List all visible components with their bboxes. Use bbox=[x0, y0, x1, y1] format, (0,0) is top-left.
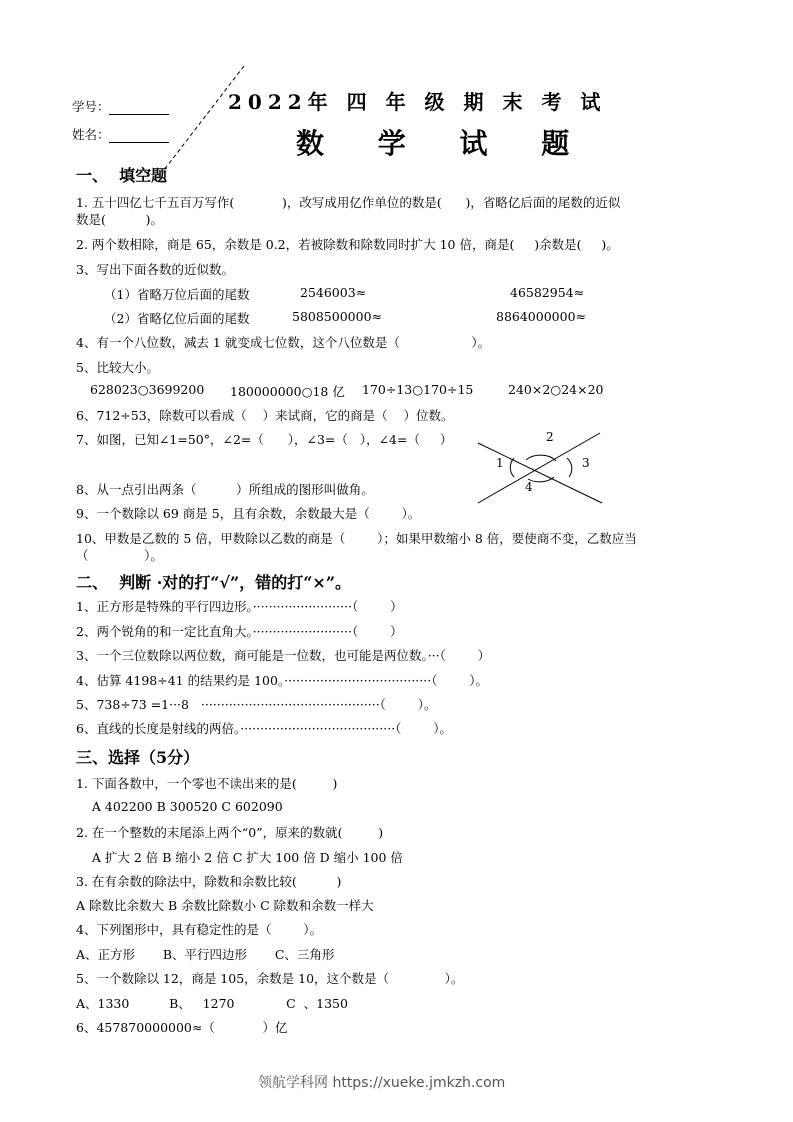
compare-c: 170÷13○170÷15 bbox=[362, 382, 474, 397]
choice-line-7: 4、下列图形中，具有稳定性的是（ ）。 bbox=[76, 922, 322, 937]
exam-title: 2022年 四 年 级 期 末 考 试 bbox=[228, 90, 607, 114]
question-7: 7、如图，已知∠1=50°，∠2=（ ），∠3=（ ），∠4=（ ） bbox=[76, 432, 453, 447]
section2-heading: 二、 判断 ·对的打“√”，错的打“×”。 bbox=[76, 573, 352, 592]
question-3b-value1: 5808500000≈ bbox=[292, 309, 383, 324]
question-1-line2: 数是( )。 bbox=[76, 212, 163, 227]
question-3: 3、写出下面各数的近似数。 bbox=[76, 262, 234, 277]
footer-watermark: 领航学科网 https://xueke.jmkzh.com bbox=[258, 1075, 506, 1091]
question-3a-value1: 2546003≈ bbox=[300, 285, 367, 300]
judge-item-3: 3、一个三位数除以两位数，商可能是一位数，也可能是两位数。···（ ） bbox=[76, 648, 491, 663]
judge-item-5: 5、738÷73 =1···8 ·············································（ ）。 bbox=[76, 697, 437, 712]
angle-label-3: 3 bbox=[582, 456, 590, 470]
angle-figure bbox=[470, 425, 610, 510]
compare-a: 628023○3699200 bbox=[90, 382, 205, 397]
choice-line-3: 2. 在一个整数的末尾添上两个“0”，原来的数就( ) bbox=[76, 825, 384, 840]
choice-line-5: 3. 在有余数的除法中，除数和余数比较( ) bbox=[76, 874, 342, 889]
question-8: 8、从一点引出两条（ ）所组成的图形叫做角。 bbox=[76, 482, 374, 497]
compare-d: 240×2○24×20 bbox=[508, 382, 604, 397]
choice-line-4: A 扩大 2 倍 B 缩小 2 倍 C 扩大 100 倍 D 缩小 100 倍 bbox=[76, 850, 403, 865]
name-label: 姓名： bbox=[64, 110, 169, 143]
choice-line-6: A 除数比余数大 B 余数比除数小 C 除数和余数一样大 bbox=[76, 898, 374, 913]
question-10-line1: 10、甲数是乙数的 5 倍，甲数除以乙数的商是（ ）；如果甲数缩小 8 倍，要使商不变，乙数应当 bbox=[76, 531, 637, 546]
choice-line-9: 5、一个数除以 12，商是 105，余数是 10，这个数是（ ）。 bbox=[76, 971, 464, 986]
question-3a-label: （1）省略万位后面的尾数 bbox=[104, 287, 250, 302]
question-3a-value2: 46582954≈ bbox=[510, 285, 585, 300]
choice-line-8: A、正方形 B、平行四边形 C、三角形 bbox=[76, 947, 335, 962]
choice-line-1: 1. 下面各数中，一个零也不读出来的是( ) bbox=[76, 776, 338, 791]
judge-item-6: 6、直线的长度是射线的两倍。·······································（ ）。 bbox=[76, 721, 452, 736]
compare-b: 180000000○18 亿 bbox=[230, 384, 345, 399]
question-4: 4、有一个八位数，减去 1 就变成七位数，这个八位数是（ ）。 bbox=[76, 335, 491, 350]
angle-label-1: 1 bbox=[496, 456, 504, 470]
question-6: 6、712÷53，除数可以看成（ ）来试商，它的商是（ ）位数。 bbox=[76, 408, 454, 423]
cut-line bbox=[160, 64, 250, 174]
question-3b-value2: 8864000000≈ bbox=[496, 309, 587, 324]
question-9: 9、一个数除以 69 商是 5，且有余数，余数最大是（ ）。 bbox=[76, 506, 421, 521]
question-3b-label: （2）省略亿位后面的尾数 bbox=[104, 311, 250, 326]
choice-line-2: A 402200 B 300520 C 602090 bbox=[76, 799, 283, 814]
question-2: 2. 两个数相除，商是 65，余数是 0.2，若被除数和除数同时扩大 10 倍，商是( )余数是( )。 bbox=[76, 237, 619, 252]
question-1-line1: 1. 五十四亿七千五百万写作( )，改写成用亿作单位的数是( )，省略亿后面的尾数的近似 bbox=[76, 195, 621, 210]
section1-heading: 一、 填空题 bbox=[76, 166, 168, 185]
judge-item-4: 4、估算 4198÷41 的结果约是 100。·····································（ ）。 bbox=[76, 673, 488, 688]
angle-label-2: 2 bbox=[546, 430, 554, 444]
judge-item-1: 1、正方形是特殊的平行四边形。·························（ ） bbox=[76, 599, 403, 614]
choice-line-10: A、1330 B、 1270 C 、1350 bbox=[76, 996, 348, 1011]
choice-line-11: 6、457870000000≈（ ）亿 bbox=[76, 1020, 288, 1035]
question-5: 5、比较大小。 bbox=[76, 360, 159, 375]
question-10-line2: （ ）。 bbox=[76, 548, 163, 563]
judge-item-2: 2、两个锐角的和一定比直角大。·························（ ） bbox=[76, 624, 403, 639]
student-no-label: 学号： bbox=[64, 82, 169, 115]
exam-subtitle: 数 学 试 题 bbox=[296, 127, 592, 160]
angle-label-4: 4 bbox=[525, 480, 533, 494]
section3-heading: 三、选择（5分） bbox=[76, 748, 200, 767]
